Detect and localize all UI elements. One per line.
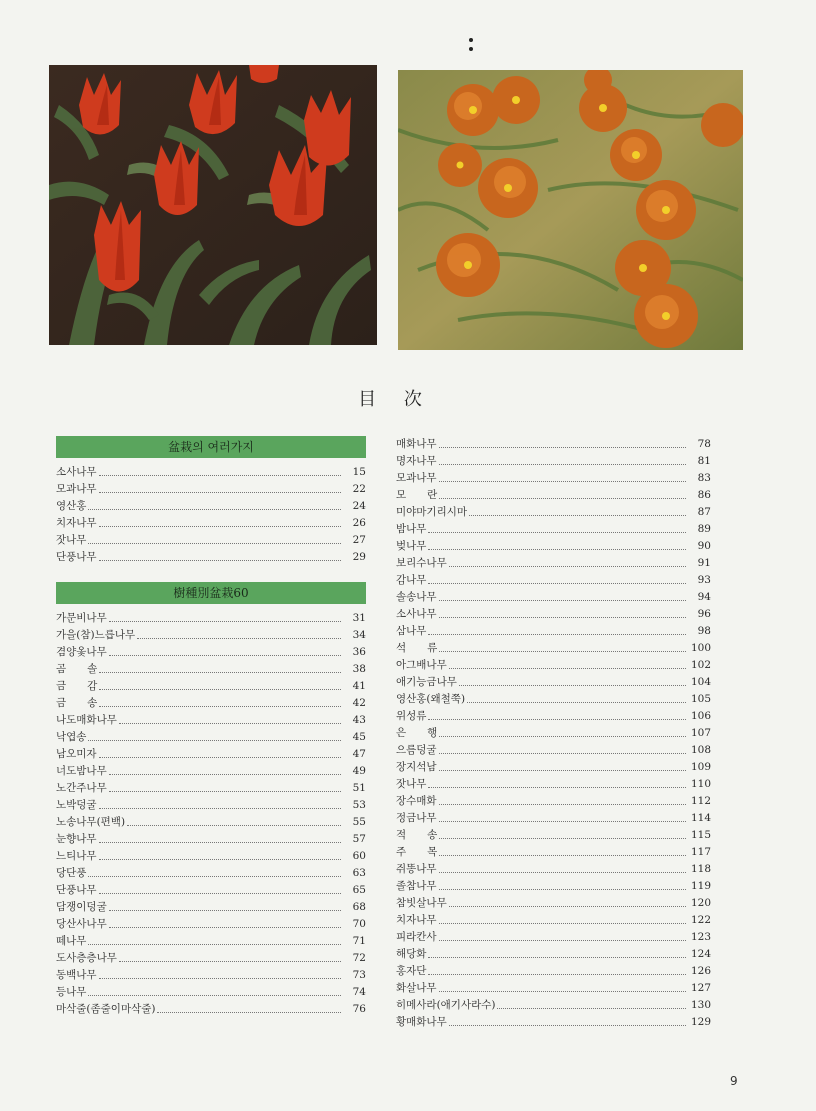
- toc-entry-name: 히메사라(애기사라수): [396, 999, 496, 1011]
- toc-entry-page: 115: [690, 829, 711, 841]
- toc-leader-dots: [88, 509, 341, 510]
- toc-leader-dots: [428, 532, 686, 533]
- toc-entry-page: 55: [352, 816, 366, 828]
- toc-entry-page: 60: [352, 850, 366, 862]
- toc-entry: [396, 912, 711, 929]
- toc-leader-dots: [439, 770, 686, 771]
- toc-entry-name: 적 송: [396, 829, 438, 841]
- toc-leader-dots: [99, 560, 341, 561]
- toc-entry-name: 황매화나무: [396, 1016, 447, 1028]
- toc-leader-dots: [99, 706, 341, 707]
- toc-entry-name: 아그배나무: [396, 659, 447, 671]
- toc-leader-dots: [428, 957, 686, 958]
- toc-entry: [396, 436, 711, 453]
- print-mark: [467, 37, 475, 53]
- toc-entry-name: 주 목: [396, 846, 438, 858]
- toc-entry-name: 모 란: [396, 489, 438, 501]
- toc-leader-dots: [88, 543, 341, 544]
- toc-entry: [56, 780, 366, 797]
- toc-entry-name: 단풍나무: [56, 551, 97, 563]
- toc-entry-name: 금 송: [56, 697, 98, 709]
- toc-entry-name: 잣나무: [56, 534, 87, 546]
- toc-entry: [396, 776, 711, 793]
- toc-leader-dots: [428, 634, 686, 635]
- toc-entry-name: 영산홍: [56, 500, 87, 512]
- toc-entry: [396, 708, 711, 725]
- toc-entry-name: 가을(참)느릅나무: [56, 629, 136, 641]
- toc-entry-name: 졸참나무: [396, 880, 437, 892]
- toc-entry-name: 치자나무: [56, 517, 97, 529]
- section-heading: 盆栽의 여러가지: [56, 436, 366, 458]
- toc-entry-name: 애기능금나무: [396, 676, 457, 688]
- toc-leader-dots: [119, 961, 341, 962]
- toc-entry: [396, 929, 711, 946]
- toc-leader-dots: [439, 498, 686, 499]
- toc-entry: [396, 487, 711, 504]
- toc-leader-dots: [449, 906, 686, 907]
- toc-leader-dots: [439, 600, 686, 601]
- toc-leader-dots: [127, 825, 341, 826]
- toc-entry: [396, 963, 711, 980]
- section-entries: [56, 464, 366, 566]
- toc-entry-page: 130: [690, 999, 711, 1011]
- toc-entry: [56, 661, 366, 678]
- toc-entry-page: 27: [352, 534, 366, 546]
- toc-leader-dots: [439, 753, 686, 754]
- toc-entry-name: 보리수나무: [396, 557, 447, 569]
- toc-leader-dots: [497, 1008, 686, 1009]
- toc-entry-page: 70: [352, 918, 366, 930]
- toc-entry-name: 장지석남: [396, 761, 437, 773]
- toc-entry-name: 장수매화: [396, 795, 437, 807]
- toc-leader-dots: [439, 447, 686, 448]
- toc-entry: [56, 797, 366, 814]
- toc-entry: [56, 865, 366, 882]
- toc-entry: [396, 640, 711, 657]
- toc-entry: [396, 504, 711, 521]
- toc-entry-page: 91: [697, 557, 711, 569]
- toc-entry-page: 34: [352, 629, 366, 641]
- toc-leader-dots: [109, 927, 341, 928]
- toc-entry-name: 위성류: [396, 710, 427, 722]
- toc-leader-dots: [428, 583, 686, 584]
- toc-leader-dots: [109, 791, 341, 792]
- toc-leader-dots: [99, 672, 341, 673]
- toc-leader-dots: [439, 889, 686, 890]
- toc-entry-page: 86: [697, 489, 711, 501]
- toc-leader-dots: [439, 617, 686, 618]
- toc-entry: [396, 810, 711, 827]
- toc-entry-page: 47: [352, 748, 366, 760]
- toc-entry-page: 107: [690, 727, 711, 739]
- section-heading: 樹種別盆栽60: [56, 582, 366, 604]
- toc-entry-page: 109: [690, 761, 711, 773]
- toc-leader-dots: [88, 995, 341, 996]
- toc-entry-name: 나도매화나무: [56, 714, 117, 726]
- toc-entry: [56, 515, 366, 532]
- toc-entry: [396, 589, 711, 606]
- toc-leader-dots: [439, 940, 686, 941]
- toc-title-char-2: 次: [403, 389, 422, 410]
- toc-entry-name: 노박덩굴: [56, 799, 97, 811]
- toc-entry-name: 담쟁이덩굴: [56, 901, 107, 913]
- toc-entry: [396, 895, 711, 912]
- toc-entry-page: 102: [690, 659, 711, 671]
- toc-entry-name: 모과나무: [56, 483, 97, 495]
- toc-entry-page: 42: [352, 697, 366, 709]
- toc-entry: [396, 827, 711, 844]
- toc-leader-dots: [467, 702, 686, 703]
- toc-entry-page: 41: [352, 680, 366, 692]
- toc-entry: [396, 861, 711, 878]
- toc-entry-page: 81: [697, 455, 711, 467]
- toc-entry-page: 73: [352, 969, 366, 981]
- toc-leader-dots: [119, 723, 341, 724]
- toc-entry-name: 노송나무(편백): [56, 816, 126, 828]
- toc-entry-name: 노간주나무: [56, 782, 107, 794]
- toc-entry-name: 삼나무: [396, 625, 427, 637]
- toc-entry: [56, 831, 366, 848]
- toc-entry-page: 129: [690, 1016, 711, 1028]
- tulip-photo-right: [398, 70, 743, 350]
- toc-entry: [56, 464, 366, 481]
- toc-entry-page: 26: [352, 517, 366, 529]
- toc-leader-dots: [428, 787, 686, 788]
- toc-leader-dots: [99, 893, 341, 894]
- toc-leader-dots: [428, 974, 686, 975]
- toc-entry: [56, 899, 366, 916]
- section-entries: [56, 610, 366, 1018]
- toc-entry-name: 치자나무: [396, 914, 437, 926]
- toc-entry: [396, 793, 711, 810]
- toc-entry-page: 74: [352, 986, 366, 998]
- toc-leader-dots: [99, 757, 341, 758]
- toc-entry: [396, 980, 711, 997]
- toc-left-column: [56, 436, 366, 1018]
- toc-entry: [56, 882, 366, 899]
- toc-leader-dots: [99, 492, 341, 493]
- toc-entry-name: 밤나무: [396, 523, 427, 535]
- toc-entry: [56, 950, 366, 967]
- toc-leader-dots: [109, 774, 341, 775]
- toc-entry-name: 남오미자: [56, 748, 97, 760]
- toc-leader-dots: [157, 1012, 341, 1013]
- toc-entry: [396, 878, 711, 895]
- toc-entry: [56, 498, 366, 515]
- toc-leader-dots: [439, 872, 686, 873]
- toc-entry-page: 31: [352, 612, 366, 624]
- toc-entry-page: 124: [690, 948, 711, 960]
- toc-entry-name: 눈향나무: [56, 833, 97, 845]
- toc-leader-dots: [99, 978, 341, 979]
- toc-entry-page: 45: [352, 731, 366, 743]
- toc-leader-dots: [99, 526, 341, 527]
- toc-entry-name: 떼나무: [56, 935, 87, 947]
- toc-entry-page: 65: [352, 884, 366, 896]
- toc-leader-dots: [109, 621, 341, 622]
- toc-entry-name: 금 감: [56, 680, 98, 692]
- toc-entry-page: 126: [690, 965, 711, 977]
- toc-entry-name: 벚나무: [396, 540, 427, 552]
- toc-leader-dots: [439, 651, 686, 652]
- toc-entry: [56, 967, 366, 984]
- toc-entry: [56, 481, 366, 498]
- toc-entry-name: 곰 솔: [56, 663, 98, 675]
- toc-entry-name: 단풍나무: [56, 884, 97, 896]
- toc-entry: [396, 997, 711, 1014]
- tulip-photo-left: [49, 65, 377, 345]
- toc-entry-name: 너도밤나무: [56, 765, 107, 777]
- toc-leader-dots: [109, 910, 341, 911]
- toc-entry: [56, 695, 366, 712]
- toc-leader-dots: [439, 855, 686, 856]
- toc-leader-dots: [449, 1025, 686, 1026]
- toc-leader-dots: [99, 842, 341, 843]
- toc-entry-page: 43: [352, 714, 366, 726]
- toc-entry-page: 120: [690, 897, 711, 909]
- toc-leader-dots: [439, 991, 686, 992]
- toc-entry-page: 24: [352, 500, 366, 512]
- toc-leader-dots: [99, 689, 341, 690]
- toc-entry-page: 57: [352, 833, 366, 845]
- toc-entry-page: 93: [697, 574, 711, 586]
- toc-entry-page: 104: [690, 676, 711, 688]
- toc-entry-page: 22: [352, 483, 366, 495]
- toc-entry-name: 잣나무: [396, 778, 427, 790]
- toc-entry: [396, 742, 711, 759]
- toc-entry-name: 모과나무: [396, 472, 437, 484]
- toc-leader-dots: [428, 549, 686, 550]
- toc-entry: [56, 712, 366, 729]
- toc-entry-name: 당단풍: [56, 867, 87, 879]
- toc-entry-name: 느티나무: [56, 850, 97, 862]
- toc-entry-name: 피라칸사: [396, 931, 437, 943]
- toc-entry-name: 홍자단: [396, 965, 427, 977]
- toc-entry-page: 78: [697, 438, 711, 450]
- page-number: 9: [730, 1074, 738, 1088]
- toc-entry: [396, 555, 711, 572]
- toc-leader-dots: [469, 515, 686, 516]
- toc-entry-name: 솔송나무: [396, 591, 437, 603]
- toc-entry-name: 미야마기리시마: [396, 506, 468, 518]
- toc-leader-dots: [439, 838, 686, 839]
- toc-entry-page: 38: [352, 663, 366, 675]
- toc-entry-page: 89: [697, 523, 711, 535]
- toc-entry-page: 71: [352, 935, 366, 947]
- toc-entry-name: 쥐똥나무: [396, 863, 437, 875]
- toc-entry-page: 123: [690, 931, 711, 943]
- toc-entry: [396, 946, 711, 963]
- toc-leader-dots: [459, 685, 686, 686]
- toc-entry-page: 29: [352, 551, 366, 563]
- toc-entry: [56, 610, 366, 627]
- toc-leader-dots: [439, 804, 686, 805]
- toc-entry-name: 등나무: [56, 986, 87, 998]
- toc-entry-name: 화살나무: [396, 982, 437, 994]
- toc-entry: [56, 848, 366, 865]
- toc-entry-name: 가문비나무: [56, 612, 107, 624]
- toc-entry: [396, 521, 711, 538]
- toc-leader-dots: [439, 821, 686, 822]
- toc-entry: [56, 549, 366, 566]
- toc-entry: [56, 729, 366, 746]
- toc-entry: [56, 763, 366, 780]
- toc-entry-name: 으름덩굴: [396, 744, 437, 756]
- toc-entry-page: 119: [690, 880, 711, 892]
- toc-entry-page: 51: [352, 782, 366, 794]
- toc-entry-page: 53: [352, 799, 366, 811]
- toc-leader-dots: [88, 876, 341, 877]
- toc-entry: [396, 759, 711, 776]
- toc-entry-name: 소사나무: [56, 466, 97, 478]
- toc-leader-dots: [99, 808, 341, 809]
- toc-entry-page: 108: [690, 744, 711, 756]
- toc-entry-page: 98: [697, 625, 711, 637]
- toc-entry-page: 72: [352, 952, 366, 964]
- toc-entry-name: 낙엽송: [56, 731, 87, 743]
- toc-entry: [396, 606, 711, 623]
- toc-entry-name: 감나무: [396, 574, 427, 586]
- toc-entry: [396, 470, 711, 487]
- toc-title-char-1: 目: [358, 389, 377, 410]
- toc-entry: [396, 691, 711, 708]
- toc-entry-page: 118: [690, 863, 711, 875]
- toc-entry-name: 은 행: [396, 727, 438, 739]
- toc-entry-page: 112: [690, 795, 711, 807]
- toc-entry: [56, 1001, 366, 1018]
- toc-entry-name: 매화나무: [396, 438, 437, 450]
- toc-entry-page: 105: [690, 693, 711, 705]
- toc-entry-page: 117: [690, 846, 711, 858]
- toc-entry: [396, 674, 711, 691]
- toc-entry: [396, 623, 711, 640]
- toc-leader-dots: [99, 859, 341, 860]
- toc-entry: [396, 572, 711, 589]
- toc-entry: [56, 933, 366, 950]
- toc-entry: [56, 532, 366, 549]
- toc-leader-dots: [88, 944, 341, 945]
- toc-entry-page: 106: [690, 710, 711, 722]
- toc-entry: [56, 678, 366, 695]
- toc-entry: [56, 984, 366, 1001]
- toc-entry: [56, 746, 366, 763]
- toc-entry-page: 94: [697, 591, 711, 603]
- toc-entry-name: 참빗살나무: [396, 897, 447, 909]
- toc-entry-page: 68: [352, 901, 366, 913]
- toc-entry-name: 석 류: [396, 642, 438, 654]
- toc-entry-page: 36: [352, 646, 366, 658]
- toc-entry-name: 명자나무: [396, 455, 437, 467]
- toc-entry-page: 49: [352, 765, 366, 777]
- toc-entry: [56, 644, 366, 661]
- toc-entry-name: 동백나무: [56, 969, 97, 981]
- toc-leader-dots: [439, 481, 686, 482]
- toc-leader-dots: [439, 736, 686, 737]
- toc-leader-dots: [109, 655, 341, 656]
- toc-leader-dots: [88, 740, 341, 741]
- toc-entry: [56, 814, 366, 831]
- toc-entry: [396, 538, 711, 555]
- toc-entry-page: 127: [690, 982, 711, 994]
- toc-entry-page: 100: [690, 642, 711, 654]
- toc-entry-page: 76: [352, 1003, 366, 1015]
- toc-entry-page: 114: [690, 812, 711, 824]
- toc-entry: [396, 657, 711, 674]
- toc-entry: [56, 627, 366, 644]
- toc-leader-dots: [439, 464, 686, 465]
- toc-entry-name: 마삭줄(좀줄이마삭줄): [56, 1003, 156, 1015]
- toc-entry-name: 정금나무: [396, 812, 437, 824]
- toc-entry: [396, 844, 711, 861]
- toc-leader-dots: [449, 566, 686, 567]
- toc-entry-page: 15: [352, 466, 366, 478]
- section-entries: [396, 436, 711, 1031]
- toc-entry-page: 122: [690, 914, 711, 926]
- toc-entry-page: 110: [690, 778, 711, 790]
- toc-leader-dots: [439, 923, 686, 924]
- toc-leader-dots: [428, 719, 686, 720]
- toc-entry: [56, 916, 366, 933]
- toc-entry-page: 83: [697, 472, 711, 484]
- toc-entry-name: 겸양옻나무: [56, 646, 107, 658]
- toc-entry-page: 90: [697, 540, 711, 552]
- toc-leader-dots: [449, 668, 686, 669]
- toc-entry-name: 당산사나무: [56, 918, 107, 930]
- toc-entry-name: 해당화: [396, 948, 427, 960]
- toc-entry-page: 63: [352, 867, 366, 879]
- toc-entry-name: 영산홍(왜철쭉): [396, 693, 466, 705]
- toc-entry-page: 96: [697, 608, 711, 620]
- toc-entry: [396, 725, 711, 742]
- toc-entry-name: 도사층층나무: [56, 952, 117, 964]
- toc-entry-page: 87: [697, 506, 711, 518]
- toc-leader-dots: [137, 638, 341, 639]
- toc-entry-name: 소사나무: [396, 608, 437, 620]
- toc-leader-dots: [99, 475, 341, 476]
- toc-title: [320, 385, 460, 411]
- toc-right-column: [396, 436, 711, 1031]
- toc-entry: [396, 1014, 711, 1031]
- toc-entry: [396, 453, 711, 470]
